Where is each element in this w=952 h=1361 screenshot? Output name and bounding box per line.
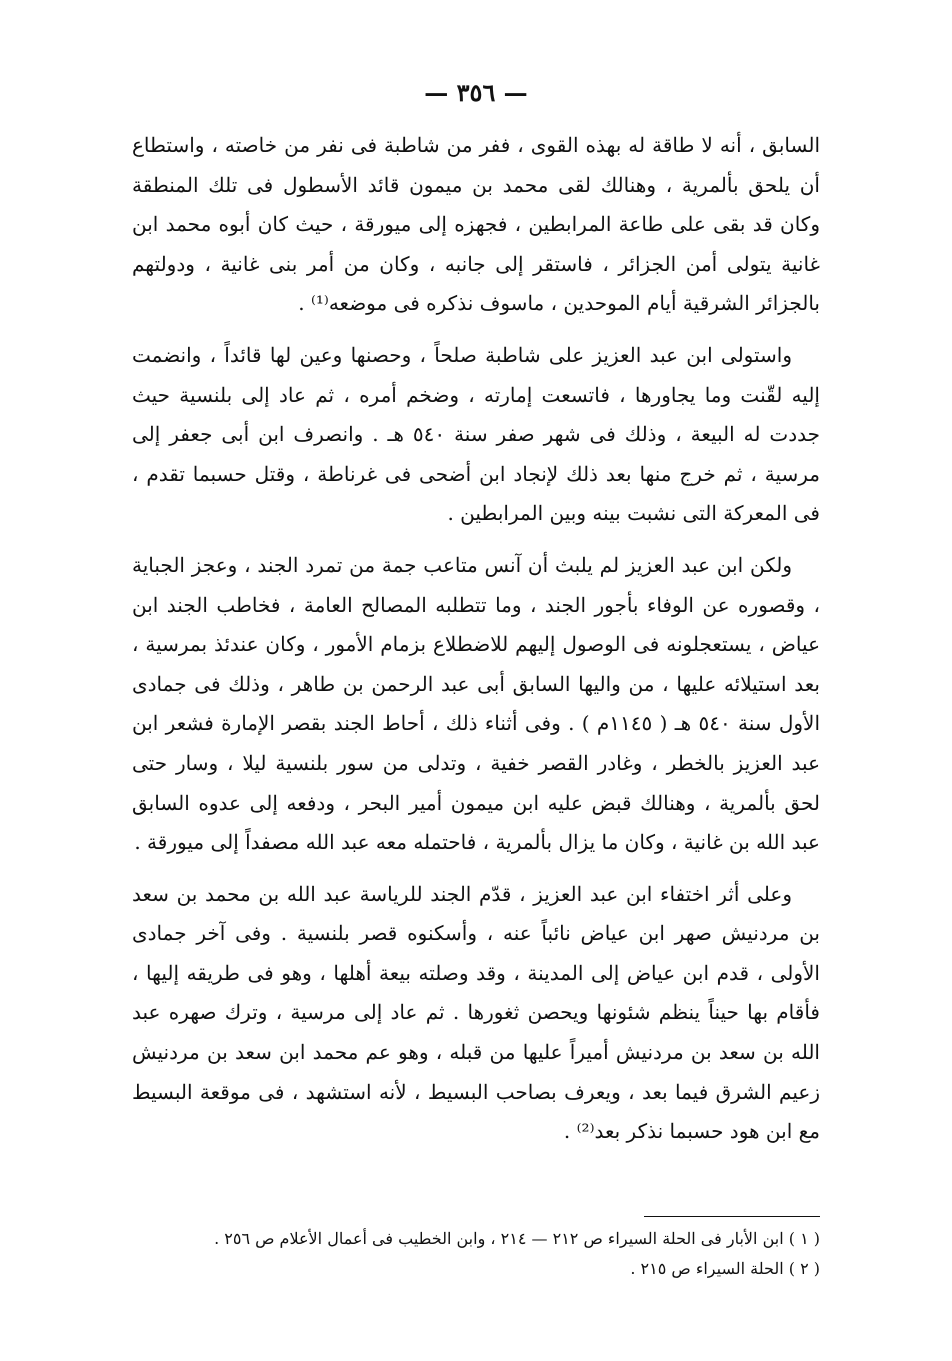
footnote-1: ( ١ ) ابن الأبار فى الحلة السيراء ص ٢١٢ — ٢١٤ ، وابن الخطيب فى أعمال الأعلام ص ٢٥٦ . (214, 1229, 820, 1248)
footnote-divider (644, 1216, 820, 1217)
paragraph-4: وعلى أثر اختفاء ابن عبد العزيز ، قدّم الجند للرياسة عبد الله بن محمد بن سعد بن مردنيش صهر ابن عياض نائباً عنه ، وأسكنوه قصر بلنسية . وفى آخر جمادى الأولى ، قدم ابن عياض إلى المدينة ، وقد وصلته بيعة أهلها ، وهو فى طريقه إليها ، فأقام بها حيناً ينظم شئونها ويحصن ثغورها . ثم عاد إلى مرسية ، وترك صهره عبد الله بن سعد بن مردنيش أميراً عليها من قبله ، وهو عم محمد ابن سعد بن مردنيش زعيم الشرق فيما بعد ، ويعرف بصاحب البسيط ، لأنه استشهد ، فى موقعة البسيط مع ابن هود حسبما نذكر بعد⁽²⁾ . (132, 881, 820, 1144)
paragraph-2: واستولى ابن عبد العزيز على شاطبة صلحاً ، وحصنها وعين لها قائداً ، وانضمت إليه لقّنت وما يجاورها ، فاتسعت إمارته ، وضخم أمره ، ثم عاد إلى بلنسية حيث جددت له البيعة ، وذلك فى شهر صفر سنة ٥٤٠ هـ . وانصرف ابن أبى جعفر إلى مرسية ، ثم خرج منها بعد ذلك لإنجاد ابن أضحى فى غرناطة ، وقتل حسبما تقدم ، فى المعركة التى نشبت بينه وبين المرابطين . (132, 342, 820, 526)
footnote-2: ( ٢ ) الحلة السيراء ص ٢١٥ . (630, 1259, 820, 1278)
paragraph-3: ولكن ابن عبد العزيز لم يلبث أن آنس متاعب جمة من تمرد الجند ، وعجز الجباية ، وقصوره عن الوفاء بأجور الجند ، وما تتطلبه المصالح العامة ، فخاطب الجند ابن عياض ، يستعجلونه فى الوصول إليهم للاضطلاع بزمام الأمور ، وكان عندئذ بمرسية ، بعد استيلائه عليها ، من واليها السابق أبى عبد الرحمن بن طاهر ، وذلك فى جمادى الأول سنة ٥٤٠ هـ ( ١١٤٥م ) . وفى أثناء ذلك ، أحاط الجند بقصر الإمارة فشعر ابن عبد العزيز بالخطر ، وغادر القصر خفية ، وتدلى من سور بلنسية ليلا ، وسار حتى لحق بألمرية ، وهنالك قبض عليه ابن ميمون أمير البحر ، ودفعه إلى عدوه السابق عبد الله بن غانية ، وكان ما يزال بألمرية ، فاحتمله معه عبد الله مصفداً إلى ميورقة . (132, 552, 821, 855)
page-number: — ٣٥٦ — (424, 78, 528, 107)
main-text (132, 126, 820, 1164)
footnotes (132, 1224, 820, 1284)
paragraph-1: السابق ، أنه لا طاقة له بهذه القوى ، ففر من شاطبة فى نفر من خاصته ، واستطاع أن يلحق بألمرية ، وهنالك لقى محمد بن ميمون قائد الأسطول فى تلك المنطقة وكان قد بقى على طاعة المرابطين ، فجهزه إلى ميورقة ، حيث كان أبوه محمد ابن غانية يتولى أمن الجزائر ، فاستقر إلى جانبه ، وكان من أمر بنى غانية ، ودولتهم بالجزائر الشرقية أيام الموحدين ، ماسوف نذكره فى موضعه⁽¹⁾ . (132, 133, 820, 316)
